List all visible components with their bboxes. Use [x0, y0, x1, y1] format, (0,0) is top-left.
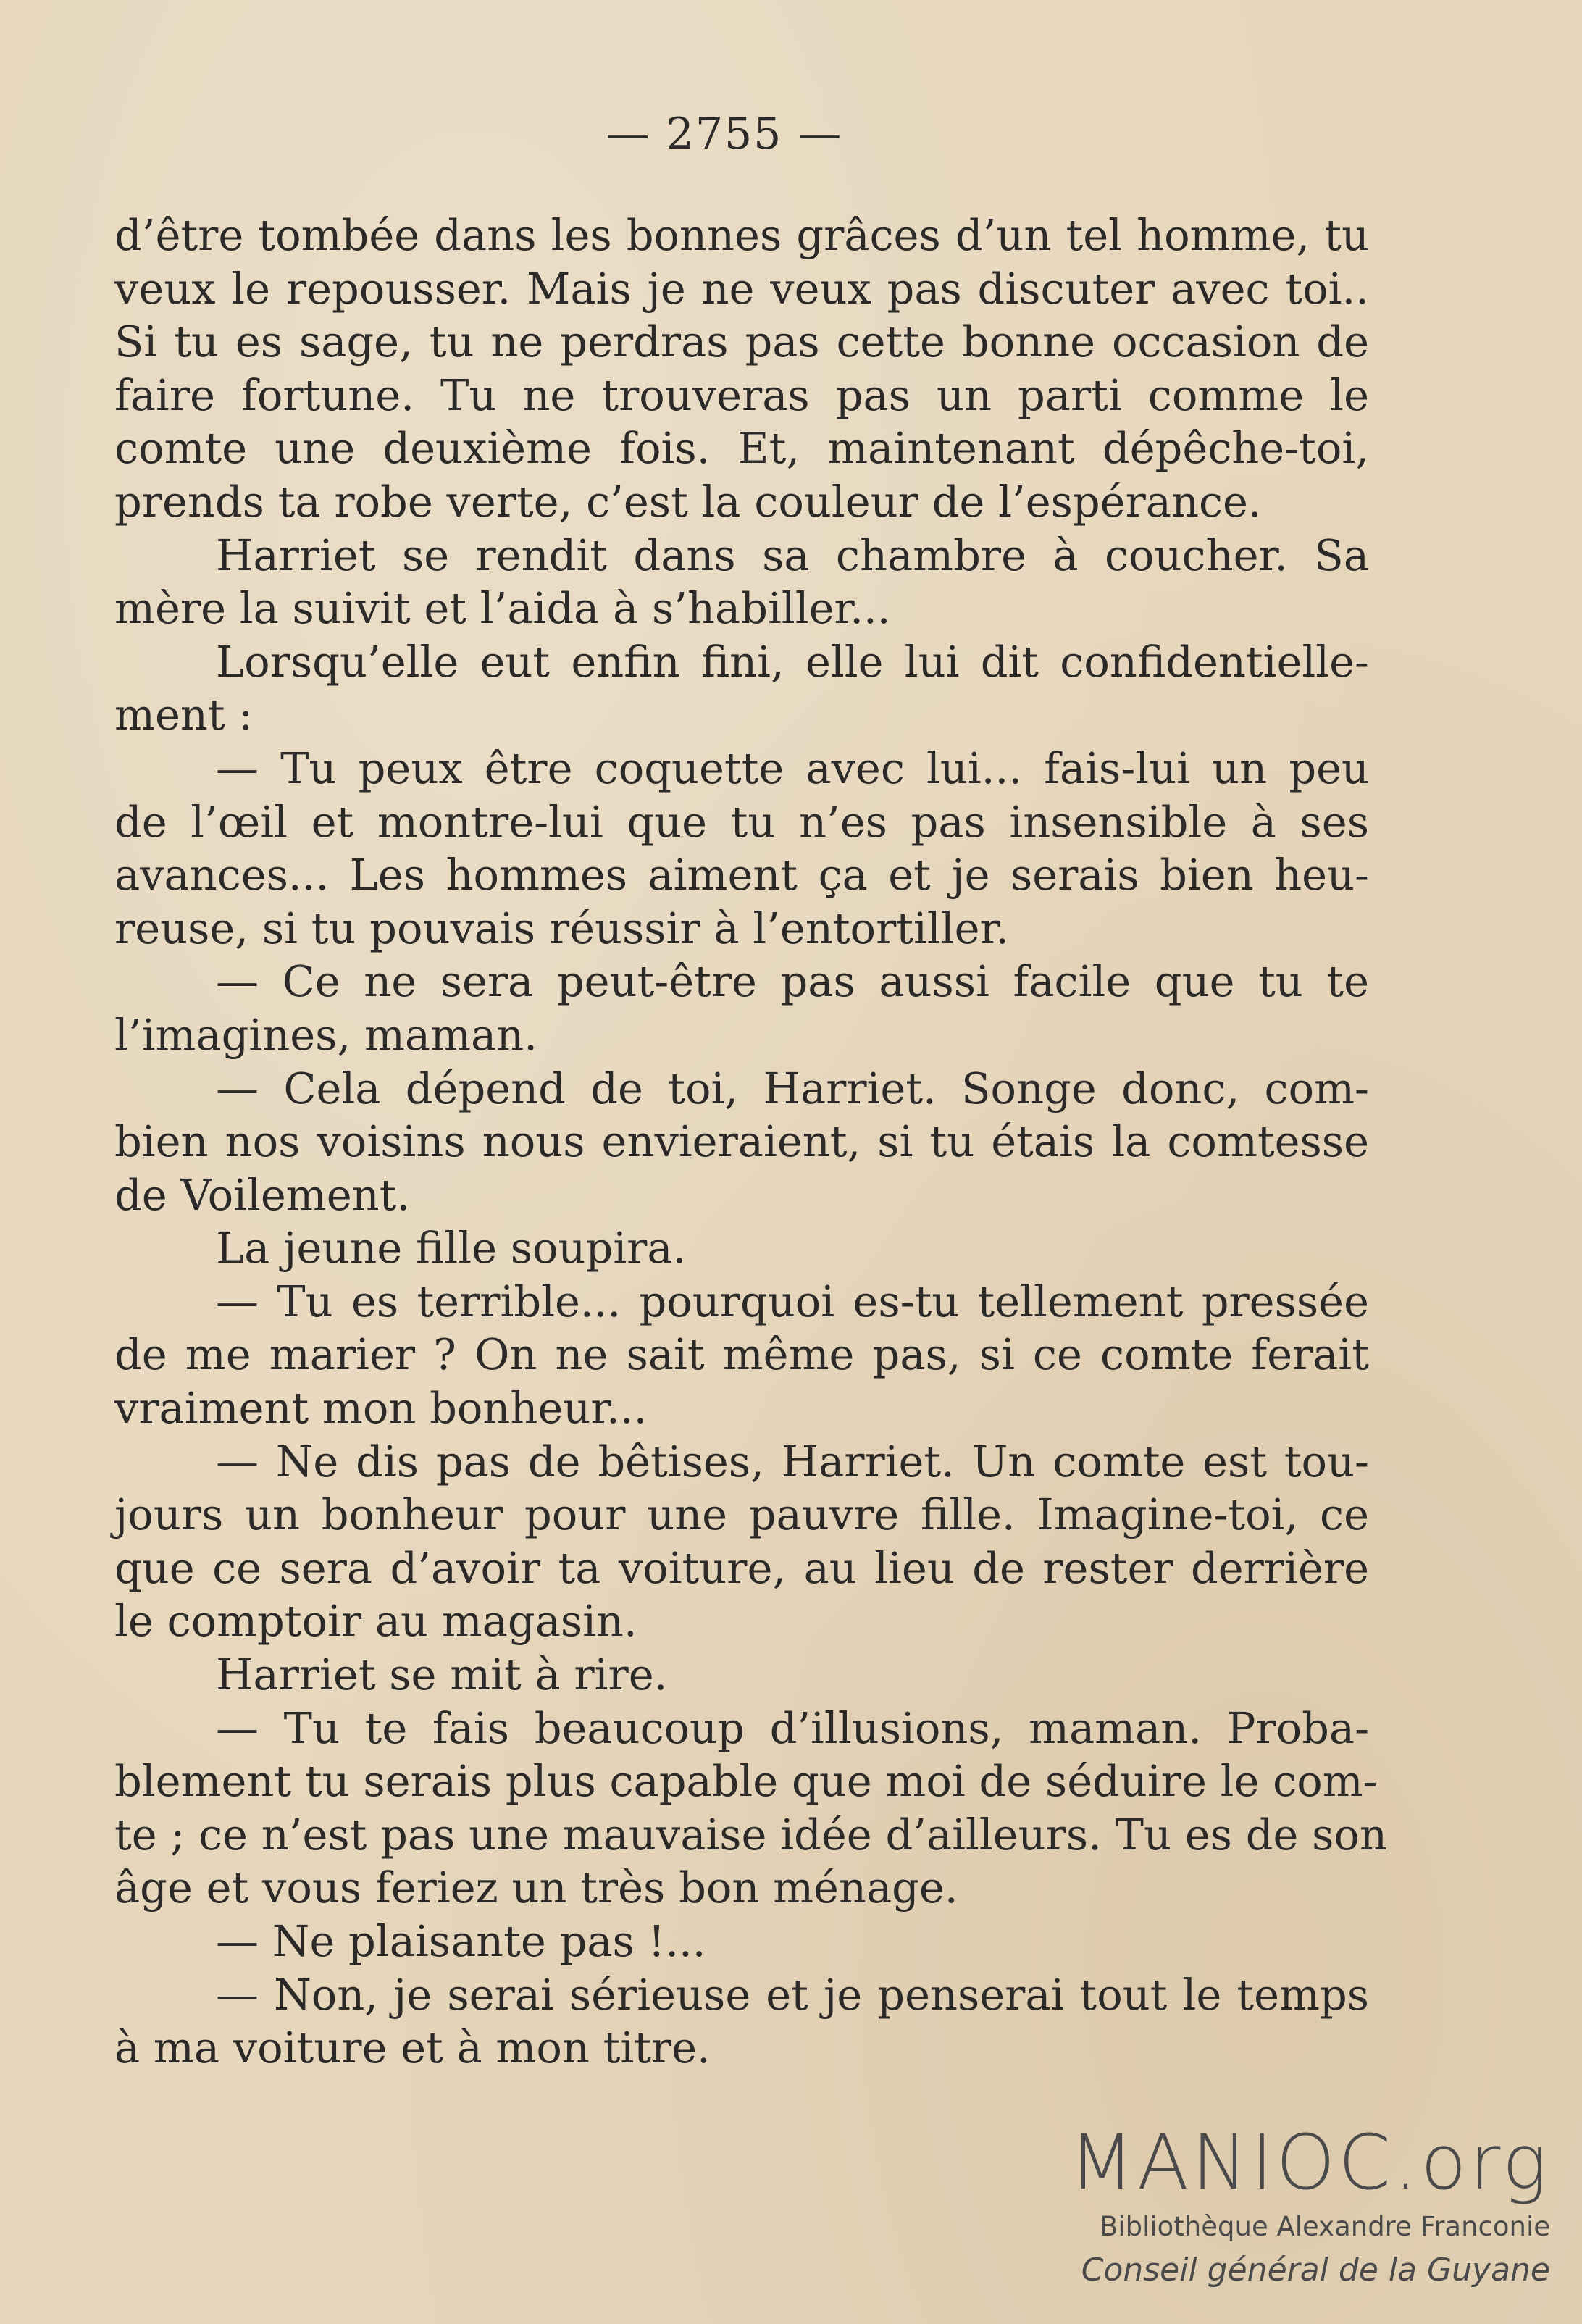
- text-line: bien nos voisins nous envieraient, si tu étais la comtesse: [114, 1116, 1369, 1167]
- body-text: [114, 209, 1387, 2075]
- text-line: l’imagines, maman.: [114, 1009, 537, 1060]
- text-line: te ; ce n’est pas une mauvaise idée d’ailleurs. Tu es de son: [114, 1809, 1387, 1860]
- library-name: Bibliothèque Alexandre Franconie: [1099, 2211, 1550, 2242]
- page-number: — 2755 —: [606, 109, 843, 159]
- text-line: — Ne dis pas de bêtises, Harriet. Un comte est tou-: [216, 1436, 1369, 1487]
- text-line: La jeune fille soupira.: [216, 1223, 687, 1274]
- manioc-logo: [1029, 2118, 1550, 2292]
- text-line: de l’œil et montre-lui que tu n’es pas insensible à ses: [114, 796, 1369, 847]
- text-line: que ce sera d’avoir ta voiture, au lieu de rester derrière: [114, 1542, 1369, 1593]
- text-line: reuse, si tu pouvais réussir à l’entortiller.: [114, 903, 1009, 953]
- text-line: avances... Les hommes aiment ça et je serais bien heu-: [114, 850, 1369, 900]
- text-line: Harriet se mit à rire.: [216, 1650, 668, 1700]
- text-line: ment :: [114, 690, 254, 740]
- text-line: faire fortune. Tu ne trouveras pas un parti comme le: [114, 369, 1369, 420]
- text-line: Harriet se rendit dans sa chambre à coucher. Sa: [216, 530, 1369, 580]
- text-line: — Ne plaisante pas !...: [216, 1916, 706, 1966]
- logo-wordmark: MANIOC.org: [1069, 2118, 1550, 2207]
- text-line: blement tu serais plus capable que moi de séduire le com-: [114, 1756, 1378, 1807]
- text-line: — Non, je serai sérieuse et je penserai tout le temps: [216, 1969, 1369, 2020]
- text-line: — Tu es terrible... pourquoi es-tu tellement pressée: [216, 1276, 1369, 1326]
- text-line: vraiment mon bonheur...: [114, 1383, 648, 1434]
- text-line: de me marier ? On ne sait même pas, si ce comte ferait: [114, 1329, 1369, 1380]
- text-line: Lorsqu’elle eut enfin fini, elle lui dit confidentielle-: [216, 636, 1369, 687]
- text-line: veux le repousser. Mais je ne veux pas discuter avec toi..: [114, 263, 1369, 314]
- council-name: Conseil général de la Guyane: [1081, 2252, 1550, 2289]
- text-line: mère la suivit et l’aida à s’habiller...: [114, 583, 891, 634]
- text-line: — Cela dépend de toi, Harriet. Songe donc, com-: [216, 1063, 1369, 1113]
- text-line: — Ce ne sera peut-être pas aussi facile que tu te: [216, 956, 1369, 1007]
- text-line: jours un bonheur pour une pauvre fille. Imagine-toi, ce: [114, 1489, 1369, 1540]
- text-line: de Voilement.: [114, 1169, 411, 1220]
- text-line: le comptoir au magasin.: [114, 1596, 637, 1647]
- text-line: d’être tombée dans les bonnes grâces d’un tel homme, tu: [114, 210, 1369, 260]
- text-line: — Tu te fais beaucoup d’illusions, maman. Proba-: [216, 1702, 1369, 1753]
- text-line: — Tu peux être coquette avec lui... fais-lui un peu: [216, 743, 1369, 793]
- text-line: Si tu es sage, tu ne perdras pas cette bonne occasion de: [114, 317, 1369, 367]
- text-line: comte une deuxième fois. Et, maintenant dépêche-toi,: [114, 423, 1369, 474]
- text-line: âge et vous feriez un très bon ménage.: [114, 1863, 958, 1913]
- text-line: prends ta robe verte, c’est la couleur de l’espérance.: [114, 476, 1262, 527]
- text-line: à ma voiture et à mon titre.: [114, 2023, 711, 2073]
